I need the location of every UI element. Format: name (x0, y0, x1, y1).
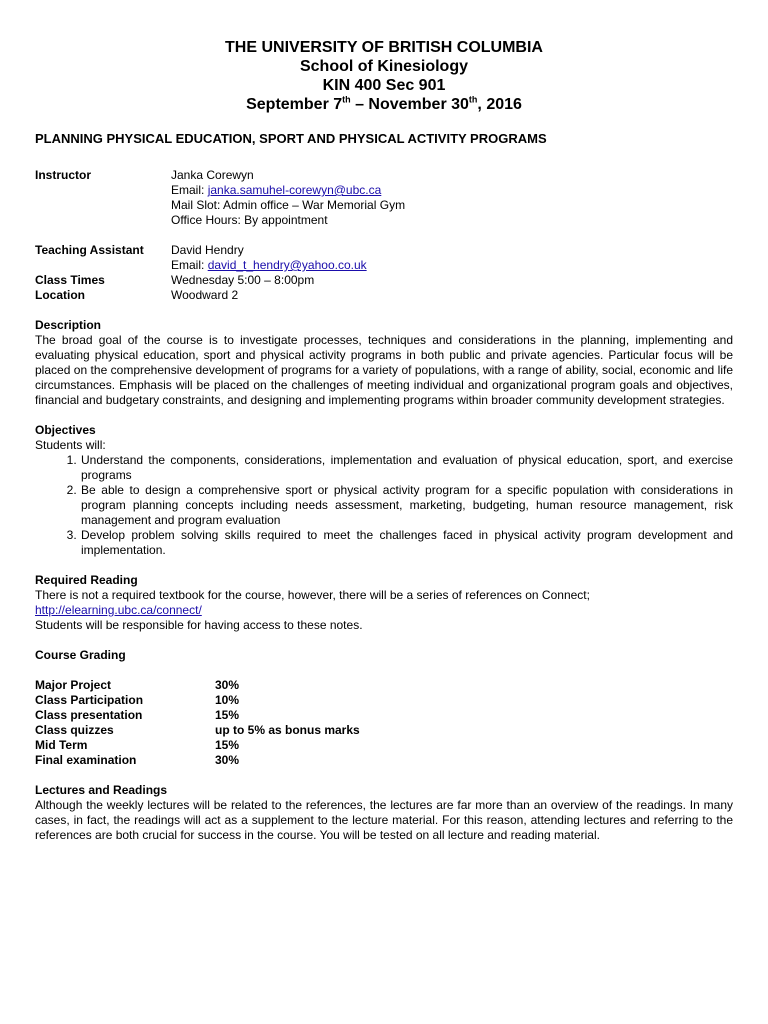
grading-value: 10% (215, 693, 240, 707)
grading-heading: Course Grading (35, 648, 126, 662)
course-code: KIN 400 Sec 901 (322, 77, 446, 94)
objective-item: 2. Be able to design a comprehensive sport or physical activity program for a specific population with considerations in program planning concepts including needs assessment, marketing, budgeting, human resource management, risk management and program evaluation (80, 483, 733, 528)
grading-row (35, 693, 733, 708)
grading-value: up to 5% as bonus marks (215, 723, 360, 737)
description-heading: Description (35, 318, 102, 332)
document-page (35, 38, 733, 843)
grading-value: 15% (215, 708, 240, 722)
reading-note: Students will be responsible for having access to these notes. (35, 618, 363, 632)
grading-label: Class Participation (35, 693, 144, 707)
ta-email-line: Email: david_t_hendry@yahoo.co.uk (171, 258, 367, 272)
lectures-text: Although the weekly lectures will be related to the references, the lectures are far more than an overview of the readings. In many cases, in fact, the readings will act as a supplement to the lecture material. For this reason, attending lectures and referring to the references are both crucial for success in the course. You will be tested on all lecture and reading material. (35, 798, 733, 842)
grading-value: 15% (215, 738, 240, 752)
instructor-label: Instructor (35, 168, 92, 182)
reading-heading: Required Reading (35, 573, 138, 587)
grading-row (35, 753, 733, 768)
contact-info (35, 168, 733, 303)
class-times-row (35, 273, 733, 288)
objectives-intro: Students will: (35, 438, 106, 452)
grading-row (35, 678, 733, 693)
grading-label: Class presentation (35, 708, 143, 722)
grading-table (35, 678, 733, 768)
reading-link-line (35, 603, 733, 618)
description-text: The broad goal of the course is to investigate processes, techniques and considerations in the planning, implementing and evaluating physical education, sport and physical activity programs in both public and private agencies. Particular focus will be placed on the comprehensive development of programs for a variety of populations, with a range of ability, social, economic and life circumstances. Emphasis will be placed on the challenges of meeting individual and organizational program goals and objectives, financial and budgetary constraints, and designing and implementing programs within broader community development strategies. (35, 333, 733, 407)
instructor-email-link[interactable]: janka.samuhel-corewyn@ubc.ca (207, 183, 382, 197)
instructor-office-hours: Office Hours: By appointment (171, 213, 328, 227)
document-header (35, 38, 733, 114)
grading-value: 30% (215, 678, 240, 692)
objectives-list (35, 453, 733, 558)
class-times-label: Class Times (35, 273, 105, 287)
instructor-details (171, 168, 733, 228)
grading-label: Mid Term (35, 738, 88, 752)
university-name: THE UNIVERSITY OF BRITISH COLUMBIA (225, 39, 543, 56)
instructor-row (35, 168, 733, 228)
ta-details (171, 243, 733, 273)
location-value: Woodward 2 (171, 288, 239, 302)
ta-label: Teaching Assistant (35, 243, 144, 257)
grading-label: Class quizzes (35, 723, 114, 737)
ta-name: David Hendry (171, 243, 244, 257)
grading-label: Final examination (35, 753, 137, 767)
lectures-heading: Lectures and Readings (35, 783, 168, 797)
grading-row (35, 738, 733, 753)
objective-item: 1. Understand the components, considerations, implementation and evaluation of physical education, sport, and exercise programs (80, 453, 733, 483)
grading-value: 30% (215, 753, 240, 767)
connect-link[interactable]: http://elearning.ubc.ca/connect/ (35, 603, 202, 617)
grading-row (35, 708, 733, 723)
instructor-email-line: Email: janka.samuhel-corewyn@ubc.ca (171, 183, 382, 197)
reading-text: There is not a required textbook for the course, however, there will be a series of references on Connect; (35, 588, 590, 602)
class-times-value: Wednesday 5:00 – 8:00pm (171, 273, 315, 287)
instructor-name: Janka Corewyn (171, 168, 254, 182)
course-title: PLANNING PHYSICAL EDUCATION, SPORT AND PHYSICAL ACTIVITY PROGRAMS (35, 131, 547, 146)
location-row (35, 288, 733, 303)
ta-email-link[interactable]: david_t_hendry@yahoo.co.uk (207, 258, 367, 272)
ta-row (35, 243, 733, 273)
grading-row (35, 723, 733, 738)
school-name: School of Kinesiology (299, 58, 468, 75)
objective-item: 3. Develop problem solving skills required to meet the challenges faced in physical activity program development and implementation. (80, 528, 733, 558)
instructor-mail-slot: Mail Slot: Admin office – War Memorial Gym (171, 198, 406, 212)
location-label: Location (35, 288, 85, 302)
course-dates: September 7th – November 30th, 2016 (246, 94, 522, 113)
grading-label: Major Project (35, 678, 112, 692)
objectives-heading: Objectives (35, 423, 96, 437)
